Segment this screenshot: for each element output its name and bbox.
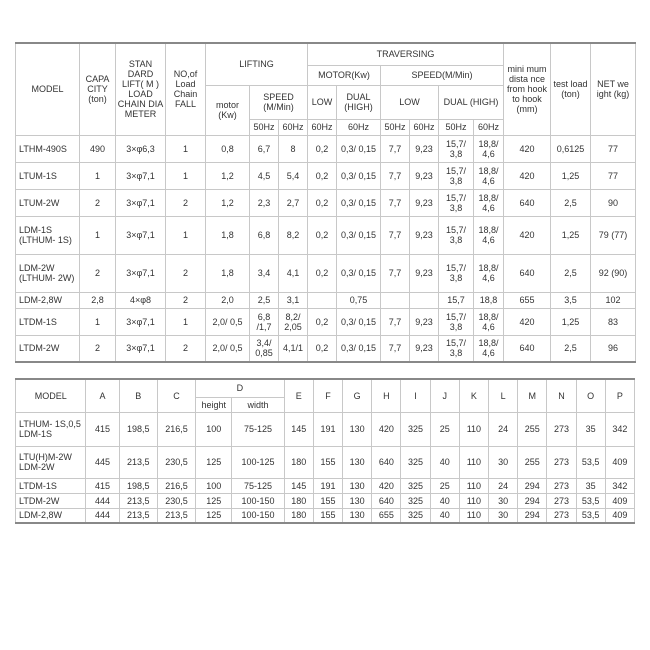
dim-cell: 191 (313, 412, 342, 446)
dim-cell: 100-150 (232, 508, 284, 523)
dim-cell: 35 (576, 478, 605, 493)
hdr-hz: 60Hz (337, 119, 381, 135)
spec-cell: 15,7/ 3,8 (439, 135, 474, 162)
spec-row (16, 135, 636, 162)
dim-cell: 255 (518, 412, 547, 446)
spec-cell: 90 (591, 189, 636, 216)
spec-model-cell: LTUM-2W (16, 189, 80, 216)
spec-row (16, 292, 636, 308)
spec-cell: 92 (90) (591, 254, 636, 292)
spec-model-cell: LTUM-1S (16, 162, 80, 189)
spec-cell: 2,5 (551, 189, 591, 216)
hdr-std-lift: STAN DARD LIFT( M ) LOAD CHAIN DIA METER (116, 43, 166, 135)
dim-model-cell: LTDM-2W (16, 493, 86, 508)
dim-cell: 180 (284, 446, 313, 478)
dim-cell: 25 (430, 412, 459, 446)
spec-cell: 15,7/ 3,8 (439, 308, 474, 335)
spec-cell: 2,0/ 0,5 (206, 308, 250, 335)
spec-row (16, 254, 636, 292)
dim-cell: 213,5 (119, 446, 157, 478)
spec-cell: 7,7 (381, 135, 410, 162)
dim-cell: 445 (86, 446, 119, 478)
spec-cell: 96 (591, 335, 636, 362)
spec-cell: 0,75 (337, 292, 381, 308)
spec-cell: 9,23 (410, 216, 439, 254)
spec-cell: 0,6125 (551, 135, 591, 162)
dim-cell: 155 (313, 446, 342, 478)
dim-row (16, 446, 635, 478)
spec-cell: 1 (166, 135, 206, 162)
spec-cell: 420 (504, 308, 551, 335)
spec-model-cell: LTDM-1S (16, 308, 80, 335)
spec-cell: 0,2 (308, 254, 337, 292)
dim-cell: 294 (518, 478, 547, 493)
dim-cell: 325 (401, 508, 430, 523)
spec-cell: 1,25 (551, 308, 591, 335)
spec-cell: 15,7/ 3,8 (439, 216, 474, 254)
spec-cell: 1,2 (206, 189, 250, 216)
spec-cell: 9,23 (410, 254, 439, 292)
dim-cell: 40 (430, 508, 459, 523)
dim-cell: 30 (488, 446, 517, 478)
dim-cell: 30 (488, 493, 517, 508)
spec-cell: 2,3 (250, 189, 279, 216)
hdr-dual-high: DUAL (HIGH) (337, 85, 381, 119)
spec-cell: 1 (166, 216, 206, 254)
hdr-low: LOW (308, 85, 337, 119)
dim-hdr-p: P (605, 379, 634, 412)
dim-cell: 110 (459, 493, 488, 508)
dim-cell: 40 (430, 446, 459, 478)
spec-cell: 2 (166, 292, 206, 308)
dim-cell: 325 (401, 478, 430, 493)
spec-cell: 6,7 (250, 135, 279, 162)
spec-cell: 0,3/ 0,15 (337, 216, 381, 254)
dim-cell: 273 (547, 478, 576, 493)
dim-cell: 155 (313, 508, 342, 523)
spec-cell: 15,7/ 3,8 (439, 162, 474, 189)
dimension-table (15, 378, 635, 524)
dim-model-cell: LDM-2,8W (16, 508, 86, 523)
dim-cell: 273 (547, 493, 576, 508)
hdr-hz: 50Hz (439, 119, 474, 135)
spec-row (16, 162, 636, 189)
spec-cell: 0,2 (308, 162, 337, 189)
dim-hdr-g: G (343, 379, 372, 412)
spec-cell: 1 (80, 216, 116, 254)
spec-cell: 1,2 (206, 162, 250, 189)
spec-cell: 420 (504, 135, 551, 162)
dim-cell: 100 (196, 478, 232, 493)
hdr-speed-dual-high: DUAL (HIGH) (439, 85, 504, 119)
spec-cell: 7,7 (381, 254, 410, 292)
spec-cell: 3,4/ 0,85 (250, 335, 279, 362)
spec-cell: 7,7 (381, 335, 410, 362)
dim-cell: 130 (343, 508, 372, 523)
dim-cell: 125 (196, 508, 232, 523)
hdr-capacity: CAPA CITY (ton) (80, 43, 116, 135)
spec-cell: 4,1 (279, 254, 308, 292)
spec-cell: 77 (591, 162, 636, 189)
spec-cell: 8,2/ 2,05 (279, 308, 308, 335)
spec-cell: 2 (80, 189, 116, 216)
spec-cell: 0,2 (308, 135, 337, 162)
dim-cell: 30 (488, 508, 517, 523)
dim-cell: 110 (459, 478, 488, 493)
spec-row (16, 308, 636, 335)
dim-cell: 409 (605, 446, 634, 478)
spec-cell: 2 (166, 254, 206, 292)
dim-cell: 53,5 (576, 508, 605, 523)
spec-cell: 9,23 (410, 335, 439, 362)
dim-cell: 180 (284, 493, 313, 508)
dim-cell: 294 (518, 493, 547, 508)
dim-cell: 213,5 (119, 508, 157, 523)
spec-cell: 2 (166, 189, 206, 216)
dim-cell: 110 (459, 412, 488, 446)
hdr-hz: 60Hz (308, 119, 337, 135)
spec-cell: 0,2 (308, 189, 337, 216)
spec-model-cell: LDM-2,8W (16, 292, 80, 308)
spec-cell: 0,2 (308, 308, 337, 335)
spec-cell: 2,5 (551, 335, 591, 362)
dim-cell: 130 (343, 478, 372, 493)
spec-cell: 420 (504, 216, 551, 254)
dim-cell: 24 (488, 478, 517, 493)
spec-cell: 640 (504, 254, 551, 292)
hdr-test-load: test load (ton) (551, 43, 591, 135)
dim-hdr-f: F (313, 379, 342, 412)
dim-cell: 198,5 (119, 478, 157, 493)
spec-cell: 0,8 (206, 135, 250, 162)
spec-cell: 7,7 (381, 162, 410, 189)
dim-cell: 100-125 (232, 446, 284, 478)
spec-cell: 6,8 (250, 216, 279, 254)
dim-cell: 230,5 (157, 493, 195, 508)
spec-cell: 3×φ7,1 (116, 189, 166, 216)
dim-cell: 216,5 (157, 412, 195, 446)
spec-cell: 2,8 (80, 292, 116, 308)
dim-cell: 655 (372, 508, 401, 523)
hdr-hz: 60Hz (474, 119, 504, 135)
spec-cell: 1,25 (551, 162, 591, 189)
spec-cell: 7,7 (381, 216, 410, 254)
hdr-min-distance: mini mum dista nce from hook to hook (mm) (504, 43, 551, 135)
spec-cell: 3×φ7,1 (116, 335, 166, 362)
dim-cell: 53,5 (576, 493, 605, 508)
dim-cell: 198,5 (119, 412, 157, 446)
spec-cell: 18,8/ 4,6 (474, 335, 504, 362)
spec-cell: 3×φ7,1 (116, 216, 166, 254)
dim-cell: 342 (605, 478, 634, 493)
spec-table (15, 42, 636, 363)
spec-cell: 640 (504, 335, 551, 362)
dim-hdr-c: C (157, 379, 195, 412)
dim-cell: 325 (401, 493, 430, 508)
hdr-hz: 50Hz (381, 119, 410, 135)
dim-cell: 145 (284, 478, 313, 493)
dim-cell: 213,5 (157, 508, 195, 523)
spec-cell: 0,3/ 0,15 (337, 335, 381, 362)
spec-cell: 8 (279, 135, 308, 162)
spec-cell: 1 (80, 308, 116, 335)
dim-hdr-j: J (430, 379, 459, 412)
dim-row (16, 508, 635, 523)
dim-cell: 130 (343, 412, 372, 446)
spec-cell: 9,23 (410, 308, 439, 335)
spec-cell: 18,8/ 4,6 (474, 162, 504, 189)
dim-hdr-model: MODEL (16, 379, 86, 412)
spec-cell: 490 (80, 135, 116, 162)
spec-cell: 1 (166, 308, 206, 335)
dim-cell: 640 (372, 493, 401, 508)
dim-hdr-m: M (518, 379, 547, 412)
dim-cell: 342 (605, 412, 634, 446)
dim-cell: 180 (284, 508, 313, 523)
spec-cell: 7,7 (381, 189, 410, 216)
dim-cell: 420 (372, 412, 401, 446)
hdr-motor-kw: MOTOR(Kw) (308, 65, 381, 85)
spec-cell: 1 (166, 162, 206, 189)
dim-hdr-d-width: width (232, 397, 284, 412)
spec-cell: 420 (504, 162, 551, 189)
hdr-lift-speed: SPEED (M/Min) (250, 85, 308, 119)
spec-cell: 5,4 (279, 162, 308, 189)
dim-cell: 444 (86, 508, 119, 523)
spec-cell: 15,7/ 3,8 (439, 189, 474, 216)
dim-cell: 294 (518, 508, 547, 523)
spec-cell: 18,8/ 4,6 (474, 216, 504, 254)
dim-hdr-l: L (488, 379, 517, 412)
spec-cell: 2,5 (250, 292, 279, 308)
spec-cell: 18,8/ 4,6 (474, 135, 504, 162)
spec-cell: 2,5 (551, 254, 591, 292)
spec-cell: 9,23 (410, 162, 439, 189)
spec-model-cell: LDM-1S (LTHUM- 1S) (16, 216, 80, 254)
dim-cell: 325 (401, 412, 430, 446)
spec-cell: 2 (80, 335, 116, 362)
spec-row (16, 335, 636, 362)
dim-row (16, 493, 635, 508)
dim-hdr-d-height: height (196, 397, 232, 412)
dim-cell: 53,5 (576, 446, 605, 478)
hdr-hz: 60Hz (410, 119, 439, 135)
dim-hdr-a: A (86, 379, 119, 412)
spec-cell: 3×φ7,1 (116, 308, 166, 335)
dim-hdr-o: O (576, 379, 605, 412)
dim-cell: 273 (547, 508, 576, 523)
spec-cell: 1,8 (206, 216, 250, 254)
spec-cell: 0,3/ 0,15 (337, 189, 381, 216)
dim-cell: 155 (313, 493, 342, 508)
dim-hdr-i: I (401, 379, 430, 412)
dim-row (16, 412, 635, 446)
spec-row (16, 189, 636, 216)
dim-cell: 273 (547, 446, 576, 478)
dim-cell: 110 (459, 508, 488, 523)
spec-cell: 0,3/ 0,15 (337, 254, 381, 292)
dim-cell: 444 (86, 493, 119, 508)
spec-cell (381, 292, 410, 308)
dim-cell: 409 (605, 493, 634, 508)
dim-cell: 273 (547, 412, 576, 446)
spec-cell: 3×φ7,1 (116, 254, 166, 292)
dim-cell: 75-125 (232, 412, 284, 446)
spec-cell: 7,7 (381, 308, 410, 335)
spec-cell: 6,8 /1,7 (250, 308, 279, 335)
dim-hdr-k: K (459, 379, 488, 412)
dim-hdr-d: D (196, 379, 285, 397)
spec-cell: 655 (504, 292, 551, 308)
spec-cell: 2,0/ 0,5 (206, 335, 250, 362)
dim-cell: 216,5 (157, 478, 195, 493)
hdr-model: MODEL (16, 43, 80, 135)
dim-hdr-e: E (284, 379, 313, 412)
dim-cell: 24 (488, 412, 517, 446)
spec-cell: 0,2 (308, 216, 337, 254)
spec-cell: 1,25 (551, 216, 591, 254)
hdr-lift-motor: motor (Kw) (206, 85, 250, 135)
dim-cell: 213,5 (119, 493, 157, 508)
dim-row (16, 478, 635, 493)
spec-cell: 2 (166, 335, 206, 362)
spec-cell: 18,8/ 4,6 (474, 189, 504, 216)
spec-cell: 3,5 (551, 292, 591, 308)
hdr-hz: 60Hz (279, 119, 308, 135)
dim-cell: 640 (372, 446, 401, 478)
spec-cell: 2,7 (279, 189, 308, 216)
hdr-lifting: LIFTING (206, 43, 308, 85)
hdr-chain-fall: NO,of Load Chain FALL (166, 43, 206, 135)
dim-cell: 110 (459, 446, 488, 478)
dim-cell: 100-150 (232, 493, 284, 508)
dim-cell: 409 (605, 508, 634, 523)
spec-model-cell: LDM-2W (LTHUM- 2W) (16, 254, 80, 292)
dim-model-cell: LTDM-1S (16, 478, 86, 493)
dim-hdr-n: N (547, 379, 576, 412)
hdr-net-weight: NET we ight (kg) (591, 43, 636, 135)
spec-cell (308, 292, 337, 308)
spec-cell: 8,2 (279, 216, 308, 254)
dim-cell: 415 (86, 478, 119, 493)
dim-model-cell: LTHUM- 1S,0,5 LDM-1S (16, 412, 86, 446)
dim-cell: 191 (313, 478, 342, 493)
spec-cell (410, 292, 439, 308)
spec-model-cell: LTDM-2W (16, 335, 80, 362)
spec-cell: 9,23 (410, 135, 439, 162)
spec-cell: 15,7/ 3,8 (439, 254, 474, 292)
spec-cell: 15,7/ 3,8 (439, 335, 474, 362)
dim-cell: 255 (518, 446, 547, 478)
hdr-speed-mmin: SPEED(M/Min) (381, 65, 504, 85)
spec-cell: 0,3/ 0,15 (337, 308, 381, 335)
hdr-hz: 50Hz (250, 119, 279, 135)
dim-model-cell: LTU(H)M-2W LDM-2W (16, 446, 86, 478)
spec-cell: 640 (504, 189, 551, 216)
spec-cell: 3,4 (250, 254, 279, 292)
dim-hdr-b: B (119, 379, 157, 412)
spec-cell: 15,7 (439, 292, 474, 308)
spec-cell: 3×φ7,1 (116, 162, 166, 189)
hdr-traversing: TRAVERSING (308, 43, 504, 65)
dim-cell: 25 (430, 478, 459, 493)
spec-cell: 0,3/ 0,15 (337, 135, 381, 162)
dim-cell: 420 (372, 478, 401, 493)
spec-cell: 4,5 (250, 162, 279, 189)
spec-cell: 4×φ8 (116, 292, 166, 308)
spec-cell: 18,8 (474, 292, 504, 308)
dim-cell: 325 (401, 446, 430, 478)
dim-cell: 35 (576, 412, 605, 446)
dim-cell: 125 (196, 446, 232, 478)
dim-cell: 75-125 (232, 478, 284, 493)
spec-cell: 2,0 (206, 292, 250, 308)
spec-cell: 1,8 (206, 254, 250, 292)
spec-cell: 3×φ6,3 (116, 135, 166, 162)
spec-cell: 102 (591, 292, 636, 308)
dim-cell: 130 (343, 493, 372, 508)
spec-cell: 77 (591, 135, 636, 162)
dim-cell: 130 (343, 446, 372, 478)
spec-cell: 3,1 (279, 292, 308, 308)
spec-cell: 0,2 (308, 335, 337, 362)
dim-cell: 40 (430, 493, 459, 508)
dim-cell: 230,5 (157, 446, 195, 478)
spec-cell: 0,3/ 0,15 (337, 162, 381, 189)
spec-cell: 18,8/ 4,6 (474, 308, 504, 335)
spec-cell: 1 (80, 162, 116, 189)
spec-cell: 83 (591, 308, 636, 335)
dim-cell: 100 (196, 412, 232, 446)
spec-cell: 4,1/1 (279, 335, 308, 362)
dim-cell: 145 (284, 412, 313, 446)
hdr-speed-low: LOW (381, 85, 439, 119)
dim-cell: 415 (86, 412, 119, 446)
dim-cell: 125 (196, 493, 232, 508)
dim-hdr-h: H (372, 379, 401, 412)
spec-cell: 2 (80, 254, 116, 292)
spec-cell: 79 (77) (591, 216, 636, 254)
spec-row (16, 216, 636, 254)
spec-cell: 18,8/ 4,6 (474, 254, 504, 292)
spec-model-cell: LTHM-490S (16, 135, 80, 162)
spec-cell: 9,23 (410, 189, 439, 216)
